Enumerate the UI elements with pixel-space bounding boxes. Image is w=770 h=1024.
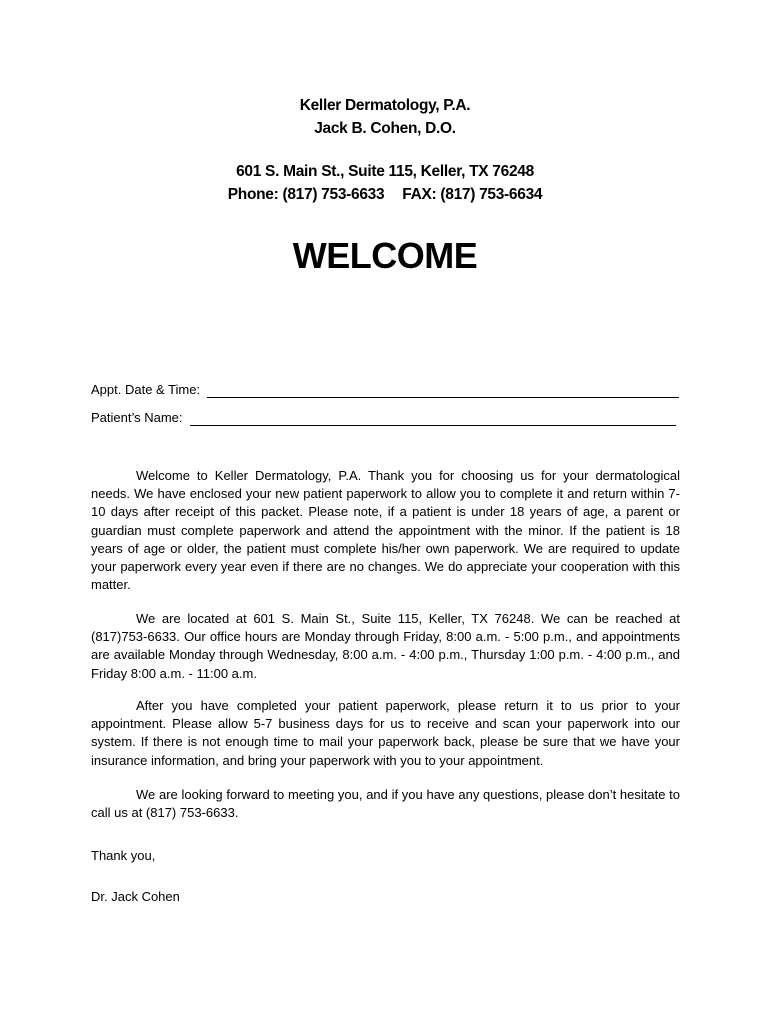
questions-text: We are looking forward to meeting you, and if you have any questions, please don’t hesitate to call us at (817) 753-6633. xyxy=(91,787,680,821)
questions-paragraph xyxy=(91,786,680,822)
fax-number: FAX: (817) 753-6634 xyxy=(402,186,543,203)
practice-address: 601 S. Main St., Suite 115, Keller, TX 76248 xyxy=(236,163,534,180)
welcome-paragraph xyxy=(91,467,680,594)
location-hours-text: We are located at 601 S. Main St., Suite 115, Keller, TX 76248. We can be reached at (817)753-6633. Our office hours are Monday through Friday, 8:00 a.m. - 5:00 p.m., and appointments are available Monday through Wednesday, 8:00 a.m. - 4:00 p.m., Thursday 1:00 p.m. - 4:00 p.m., and Friday 8:00 a.m. - 11:00 a.m. xyxy=(91,611,680,681)
practice-name: Keller Dermatology, P.A. xyxy=(299,97,471,114)
doctor-name: Jack B. Cohen, D.O. xyxy=(314,120,456,137)
signature-name: Dr. Jack Cohen xyxy=(91,889,180,904)
appt-date-time-label: Appt. Date & Time: xyxy=(91,382,201,397)
closing-thanks: Thank you, xyxy=(91,848,156,863)
phone-number: Phone: (817) 753-6633 xyxy=(227,186,385,203)
patient-name-field[interactable] xyxy=(190,425,676,426)
paperwork-return-paragraph xyxy=(91,697,680,770)
paperwork-return-text: After you have completed your patient paperwork, please return it to us prior to your appointment. Please allow 5-7 business days for us to receive and scan your paperwork into our system. If there is not enough time to mail your paperwork back, please be sure that we have your insurance information, and bring your paperwork with you to your appointment. xyxy=(91,698,680,768)
patient-name-label: Patient’s Name: xyxy=(91,410,183,425)
contact-numbers xyxy=(0,183,770,207)
welcome-paragraph-text: Welcome to Keller Dermatology, P.A. Thank you for choosing us for your dermatological needs. We have enclosed your new patient paperwork to allow you to complete it and return within 7-10 days after receipt of this packet. Please note, if a patient is under 18 years of age, a parent or guardian must complete paperwork and attend the appointment with the minor. If the patient is 18 years of age or older, the patient must complete his/her own paperwork. We are required to update your paperwork every year even if there are no changes. We do appreciate your cooperation with this matter. xyxy=(91,468,680,593)
appt-date-time-field[interactable] xyxy=(207,397,679,398)
location-hours-paragraph xyxy=(91,610,680,683)
page-title: WELCOME xyxy=(292,235,478,276)
